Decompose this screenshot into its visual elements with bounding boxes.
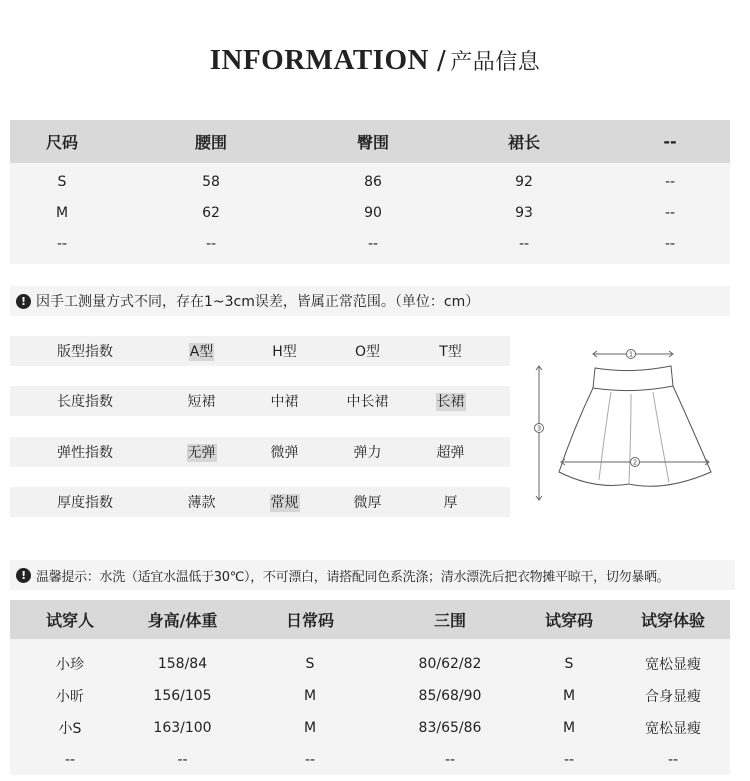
index-label: 长度指数 — [57, 394, 113, 410]
cell: 80/62/82 — [418, 656, 482, 672]
size-table-header — [10, 120, 730, 163]
cell: -- — [64, 752, 76, 768]
cell: 62 — [202, 204, 220, 221]
cell: M — [55, 204, 69, 221]
header-hip: 臀围 — [356, 133, 389, 152]
cell: -- — [667, 752, 679, 768]
measurement-note — [10, 286, 730, 316]
table-row — [10, 197, 730, 228]
header-waist: 腰围 — [194, 133, 227, 152]
index-option — [409, 442, 492, 462]
index-option — [326, 341, 409, 361]
cell: S — [57, 173, 67, 190]
index-option — [409, 391, 492, 411]
index-option-selected: 常规 — [270, 495, 299, 511]
cell: 92 — [515, 173, 533, 190]
index-row-thickness — [10, 487, 510, 517]
index-option-text: T型 — [439, 344, 462, 360]
index-option — [160, 391, 243, 411]
table-row — [10, 680, 730, 712]
cell: -- — [563, 752, 575, 768]
cell: -- — [664, 173, 676, 190]
cell: M — [562, 720, 576, 736]
index-option-text: 薄款 — [187, 495, 216, 511]
info-icon: ! — [16, 294, 31, 309]
cell: M — [562, 688, 576, 704]
cell: 93 — [515, 204, 533, 221]
cell: 158/84 — [157, 656, 208, 672]
size-table — [10, 120, 730, 264]
cell: S — [564, 656, 574, 672]
cell: -- — [304, 752, 316, 768]
index-option-text: 微厚 — [353, 495, 382, 511]
header-size: 尺码 — [45, 133, 78, 152]
index-label: 厚度指数 — [57, 495, 113, 511]
skirt-diagram-svg — [525, 330, 735, 510]
cell: -- — [444, 752, 456, 768]
index-option — [243, 391, 326, 411]
cell: 156/105 — [153, 688, 212, 704]
header-extra: -- — [663, 132, 677, 151]
cell: 58 — [202, 173, 220, 190]
header-length: 裙长 — [507, 133, 540, 152]
header-measurements: 三围 — [433, 611, 466, 630]
index-option-text: 超弹 — [436, 445, 465, 461]
cell: 90 — [364, 204, 382, 221]
cell: 83/65/86 — [418, 720, 482, 736]
cell: M — [303, 688, 317, 704]
page-title — [0, 44, 750, 77]
cell: -- — [177, 752, 188, 768]
cell: M — [303, 720, 317, 736]
index-option-text: 弹力 — [353, 445, 382, 461]
index-option — [160, 442, 243, 462]
index-option-text: O型 — [354, 344, 381, 360]
cell: 小S — [58, 721, 82, 737]
index-row-length — [10, 386, 510, 416]
cell: 163/100 — [153, 720, 212, 736]
index-option-text: 微弹 — [270, 445, 299, 461]
cell: 86 — [364, 173, 382, 190]
title-slash: / — [436, 46, 447, 76]
header-height-weight: 身高/体重 — [147, 611, 218, 630]
care-note — [10, 560, 735, 590]
index-option — [326, 391, 409, 411]
index-option — [326, 492, 409, 512]
cell: 85/68/90 — [418, 688, 482, 704]
cell: -- — [664, 235, 676, 252]
title-chinese: 产品信息 — [450, 50, 541, 75]
index-row-fit — [10, 336, 510, 366]
cell: 小昕 — [56, 689, 84, 705]
cell: 宽松显瘦 — [645, 721, 701, 737]
index-option — [243, 492, 326, 512]
cell: -- — [664, 204, 676, 221]
index-option-text: H型 — [272, 344, 297, 360]
measurement-note-text: 因手工测量方式不同，存在1~3cm误差，皆属正常范围。（单位：cm） — [36, 294, 480, 310]
index-row-elasticity — [10, 437, 510, 467]
index-option-text: 中裙 — [270, 394, 299, 410]
index-option-selected: 无弹 — [187, 445, 216, 461]
skirt-diagram-icon — [525, 330, 735, 510]
marker-2: 2 — [632, 458, 638, 467]
table-row — [10, 712, 730, 744]
header-tried-size: 试穿码 — [544, 611, 593, 630]
cell: 合身显瘦 — [645, 689, 701, 705]
index-option — [326, 442, 409, 462]
index-option-selected: 长裙 — [436, 394, 465, 410]
index-option-text: 厚 — [443, 495, 458, 511]
index-option — [243, 442, 326, 462]
cell: S — [305, 656, 315, 672]
header-daily-size: 日常码 — [285, 611, 334, 630]
index-option-text: 中长裙 — [346, 394, 389, 410]
cell: -- — [518, 235, 530, 252]
tryon-table — [10, 600, 730, 775]
index-option-text: 短裙 — [187, 394, 216, 410]
index-option — [160, 492, 243, 512]
marker-3: 3 — [536, 424, 542, 433]
index-label: 版型指数 — [57, 344, 113, 360]
title-english: INFORMATION — [209, 44, 429, 76]
index-option — [243, 341, 326, 361]
table-row — [10, 744, 730, 776]
index-option — [409, 341, 492, 361]
index-option-selected: A型 — [189, 344, 214, 360]
table-row — [10, 228, 730, 259]
cell: 宽松显瘦 — [645, 657, 701, 673]
cell: -- — [367, 235, 379, 252]
cell: -- — [205, 235, 217, 252]
cell: 小珍 — [56, 657, 84, 673]
cell: -- — [56, 235, 68, 252]
header-model: 试穿人 — [45, 611, 94, 630]
table-row — [10, 166, 730, 197]
care-note-text: 温馨提示：水洗（适宜水温低于30℃），不可漂白，请搭配同色系洗涤；清水漂洗后把衣物摊平晾干，切勿暴晒。 — [36, 569, 670, 585]
index-label: 弹性指数 — [57, 445, 113, 461]
header-experience: 试穿体验 — [640, 611, 705, 630]
index-option — [160, 341, 243, 361]
table-row — [10, 648, 730, 680]
marker-1: 1 — [628, 350, 634, 359]
index-option — [409, 492, 492, 512]
tryon-table-header — [10, 600, 730, 639]
info-icon: ! — [16, 568, 31, 583]
